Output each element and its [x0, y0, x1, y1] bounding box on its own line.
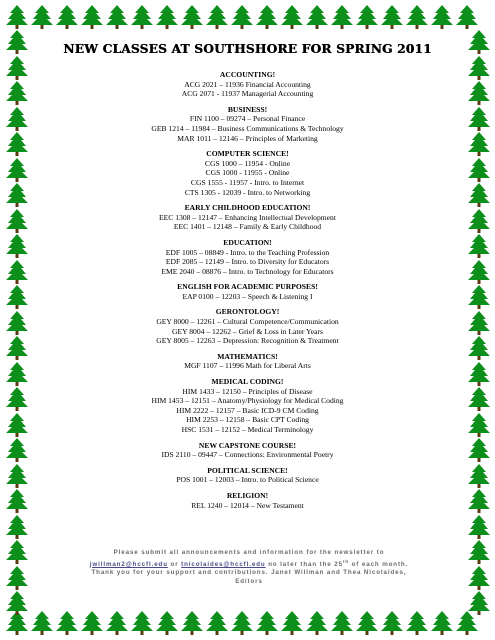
footer-deadline-sup: th [342, 558, 349, 564]
section-heading: MATHEMATICS! [217, 351, 278, 361]
course-line: GEB 1214 – 11984 – Business Communications & Technology [151, 123, 344, 133]
course-section [50, 466, 445, 485]
christmas-tree-icon [466, 131, 492, 157]
christmas-tree-icon [404, 610, 430, 636]
section-heading: ACCOUNTING! [219, 70, 276, 79]
footer-line-thanks: Thank you for your support and contributions. Janet Willman and Thea Nicolaides, [91, 569, 407, 577]
christmas-tree-icon [4, 310, 30, 336]
course-line: IDS 2110 – 09447 – Connections: Environmental Poetry [161, 450, 334, 460]
course-line: CGS 1555 - 11957 - Intro. to Internet [190, 177, 305, 187]
christmas-tree-icon [466, 386, 492, 412]
christmas-tree-icon [466, 412, 492, 438]
christmas-tree-icon [179, 4, 205, 30]
course-line: HIM 1433 – 12150 – Principles of Disease [182, 386, 313, 396]
course-line: GEY 8000 – 12261 – Cultural Competence/Communication [156, 317, 339, 327]
christmas-tree-icon [4, 539, 30, 565]
christmas-tree-icon [79, 610, 105, 636]
christmas-tree-icon [154, 4, 180, 30]
section-heading: ENGLISH FOR ACADEMIC PURPOSES! [177, 282, 318, 292]
christmas-tree-icon [379, 610, 405, 636]
course-section [50, 238, 445, 276]
christmas-tree-icon [4, 565, 30, 591]
christmas-tree-icon [229, 610, 255, 636]
course-line: CTS 1305 - 12039 - Intro. to Networking [184, 187, 311, 197]
section-heading: MEDICAL CODING! [211, 377, 284, 387]
course-line: EEC 1308 – 12147 – Enhancing Intellectual Development [159, 212, 336, 222]
section-heading: BUSINESS! [227, 104, 268, 114]
christmas-tree-icon [466, 182, 492, 208]
christmas-tree-icon [466, 514, 492, 540]
course-section [50, 377, 445, 435]
course-line: CGS 1000 - 11955 - Online [205, 168, 290, 178]
section-heading: COMPUTER SCIENCE! [206, 149, 289, 159]
course-line: HIM 1453 – 12151 – Anatomy/Physiology for Medical Coding [151, 396, 344, 406]
course-line: EME 2040 – 08876 – Intro. to Technology for Educators [161, 266, 334, 276]
christmas-tree-icon [466, 310, 492, 336]
christmas-tree-icon [4, 463, 30, 489]
course-line: GEY 8004 – 12262 – Grief & Loss in Later Years [172, 326, 323, 336]
christmas-tree-icon [466, 463, 492, 489]
footer-line-emails [44, 558, 454, 570]
christmas-tree-icon [466, 539, 492, 565]
course-line: POS 1001 – 12003 – Intro. to Political Science [176, 475, 319, 485]
christmas-tree-icon [29, 4, 55, 30]
christmas-tree-icon [4, 590, 30, 616]
christmas-tree-icon [329, 610, 355, 636]
course-line: EDF 2085 – 12149 – Intro. to Diversity for Educators [165, 257, 330, 267]
course-line: HSC 1531 – 12152 – Medical Terminology [181, 425, 314, 434]
section-heading: RELIGION! [226, 490, 269, 500]
christmas-tree-icon [429, 610, 455, 636]
christmas-tree-icon [454, 4, 480, 30]
christmas-tree-icon [466, 259, 492, 285]
course-section [50, 491, 445, 510]
christmas-tree-icon [466, 80, 492, 106]
christmas-tree-icon [379, 4, 405, 30]
christmas-tree-icon [466, 208, 492, 234]
course-line: REL 1240 – 12014 – New Testament [191, 500, 304, 510]
course-sections [50, 70, 445, 510]
christmas-tree-icon [279, 610, 305, 636]
course-section [50, 203, 445, 232]
course-section [50, 441, 445, 460]
christmas-tree-icon [466, 335, 492, 361]
course-section [50, 149, 445, 197]
course-line: EDF 1005 – 08849 - Intro. to the Teaching Profession [165, 247, 330, 257]
course-line: ACG 2071 - 11937 Managerial Accounting [181, 89, 314, 99]
christmas-tree-icon [4, 233, 30, 259]
christmas-tree-icon [354, 4, 380, 30]
christmas-tree-icon [4, 106, 30, 132]
christmas-tree-icon [4, 4, 30, 30]
course-line: FIN 1100 – 09274 – Personal Finance [189, 114, 306, 124]
christmas-tree-icon [404, 4, 430, 30]
christmas-tree-icon [179, 610, 205, 636]
christmas-tree-icon [54, 4, 80, 30]
christmas-tree-icon [4, 259, 30, 285]
christmas-tree-icon [466, 233, 492, 259]
christmas-tree-icon [466, 106, 492, 132]
email-link-nicolaides[interactable]: tnicolaides@hccfl.edu [181, 560, 266, 568]
christmas-tree-icon [466, 361, 492, 387]
course-line: GEY 8005 – 12263 – Depression: Recognition & Treatment [156, 336, 339, 346]
christmas-tree-icon [4, 55, 30, 81]
course-line: MGF 1107 – 11996 Math for Liberal Arts [184, 361, 311, 371]
christmas-tree-icon [104, 4, 130, 30]
christmas-tree-icon [4, 386, 30, 412]
christmas-tree-icon [466, 565, 492, 591]
christmas-tree-icon [466, 437, 492, 463]
footer-deadline-post: of each month. [351, 560, 409, 568]
footer-deadline-pre: no later than the 25 [268, 560, 343, 568]
christmas-tree-icon [129, 4, 155, 30]
course-line: ACG 2021 – 11936 Financial Accounting [184, 79, 311, 89]
christmas-tree-icon [254, 4, 280, 30]
footer-line-submit: Please submit all announcements and information for the newsletter to [113, 549, 385, 556]
christmas-tree-icon [466, 29, 492, 55]
christmas-tree-icon [304, 610, 330, 636]
section-heading: NEW CAPSTONE COURSE! [198, 440, 297, 450]
christmas-tree-icon [4, 514, 30, 540]
footer-line-editors: Editors [235, 577, 263, 585]
christmas-tree-icon [104, 610, 130, 636]
page-title: NEW CLASSES AT SOUTHSHORE FOR SPRING 2011 [63, 42, 432, 56]
christmas-tree-icon [4, 157, 30, 183]
course-line: MAR 1011 – 12146 – Principles of Marketing [177, 133, 318, 143]
christmas-tree-icon [4, 131, 30, 157]
christmas-tree-icon [329, 4, 355, 30]
christmas-tree-icon [254, 610, 280, 636]
christmas-tree-icon [466, 157, 492, 183]
course-line: CGS 1000 – 11954 - Online [204, 158, 291, 168]
course-section [50, 352, 445, 371]
course-line: EAP 0100 – 12203 – Speech & Listening I [182, 291, 313, 301]
footer-or: or [170, 560, 179, 568]
course-section [50, 105, 445, 143]
course-section [50, 307, 445, 345]
christmas-tree-icon [4, 361, 30, 387]
course-line: HIM 2222 – 12157 – Basic ICD-9 CM Coding [176, 405, 319, 415]
newsletter-footer [44, 549, 454, 586]
section-heading: EDUCATION! [223, 237, 272, 247]
section-heading: EARLY CHILDHOOD EDUCATION! [184, 203, 311, 213]
course-section [50, 282, 445, 301]
christmas-tree-icon [466, 55, 492, 81]
christmas-tree-icon [204, 610, 230, 636]
christmas-tree-icon [129, 610, 155, 636]
course-line: EEC 1401 – 12148 – Family & Early Childhood [173, 222, 322, 232]
christmas-tree-icon [4, 80, 30, 106]
christmas-tree-icon [466, 488, 492, 514]
section-heading: POLITICAL SCIENCE! [207, 465, 288, 475]
christmas-tree-icon [466, 284, 492, 310]
christmas-tree-icon [229, 4, 255, 30]
section-heading: GERONTOLOGY! [215, 307, 280, 317]
christmas-tree-icon [429, 4, 455, 30]
course-section [50, 70, 445, 99]
christmas-tree-icon [79, 4, 105, 30]
christmas-tree-icon [54, 610, 80, 636]
christmas-tree-icon [466, 590, 492, 616]
christmas-tree-icon [4, 29, 30, 55]
christmas-tree-icon [4, 182, 30, 208]
christmas-tree-icon [4, 437, 30, 463]
christmas-tree-icon [4, 208, 30, 234]
christmas-tree-icon [4, 412, 30, 438]
christmas-tree-icon [29, 610, 55, 636]
christmas-tree-icon [4, 488, 30, 514]
christmas-tree-icon [204, 4, 230, 30]
email-link-willman[interactable]: jwillman2@hccfl.edu [89, 560, 168, 568]
christmas-tree-icon [354, 610, 380, 636]
christmas-tree-icon [4, 284, 30, 310]
christmas-tree-icon [4, 335, 30, 361]
christmas-tree-icon [154, 610, 180, 636]
newsletter-content [50, 38, 445, 516]
christmas-tree-icon [304, 4, 330, 30]
course-line: HIM 2253 – 12158 – Basic CPT Coding [186, 415, 309, 425]
christmas-tree-icon [279, 4, 305, 30]
